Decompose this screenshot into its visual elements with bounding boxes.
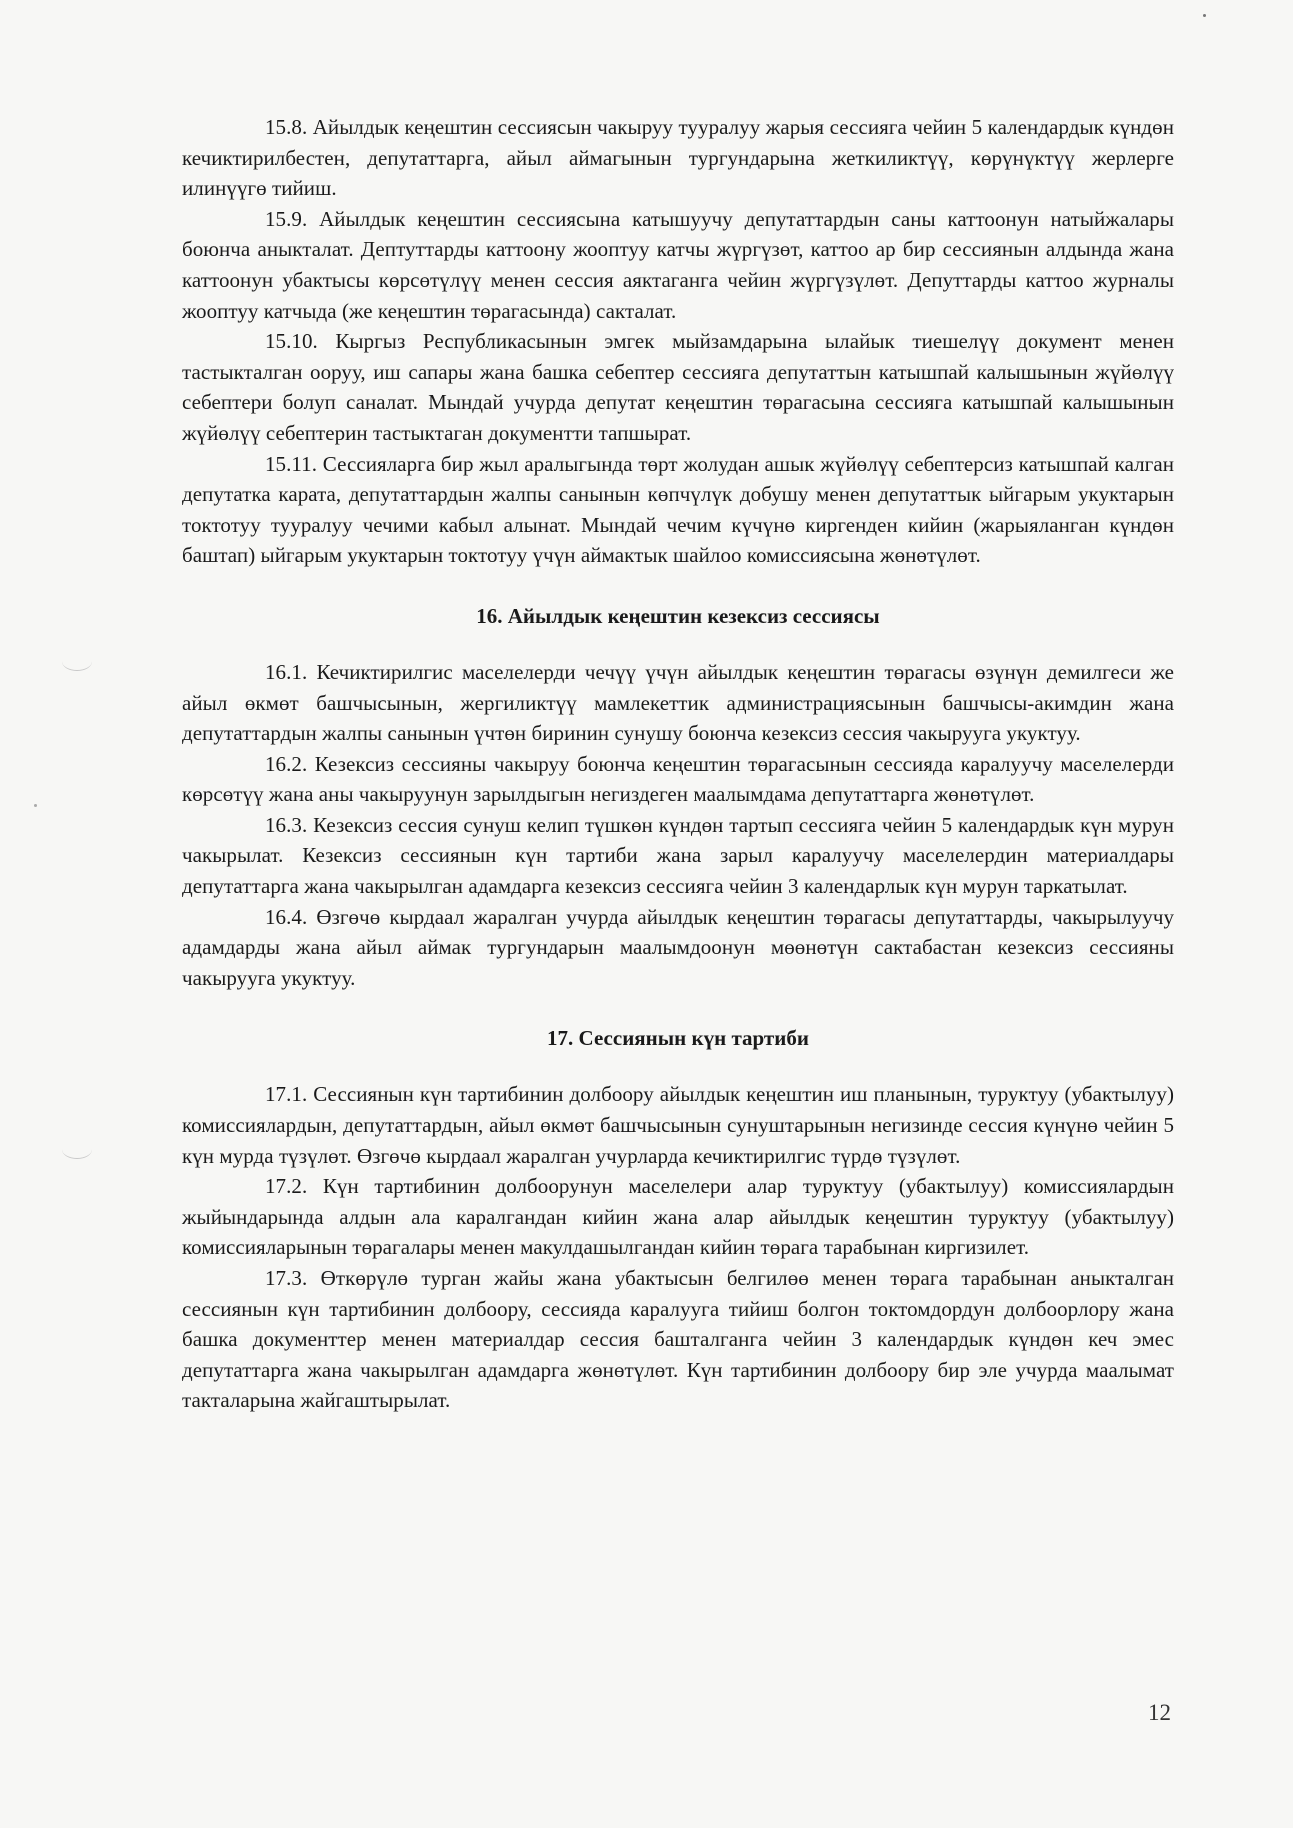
section-15: [182, 112, 1174, 571]
punch-hole-mark: [62, 1140, 92, 1159]
paragraph-17-3: 17.3. Өткөрүлө турган жайы жана убактысын белгилөө менен төрага тарабынан аныкталган сессиянын күн тартибинин долбоору, сессияда каралууга тийиш болгон токтомдордун долбоорлору жана башка документтер менен материалдар сессия башталганга чейин 3 календардык күндөн кеч эмес депутаттарга жана чакырылган адамдарга жөнөтүлөт. Күн тартибинин долбоору бир эле учурда маалымат такталарына жайгаштырылат.: [182, 1266, 1174, 1413]
paragraph-16-2: 16.2. Кезексиз сессияны чакыруу боюнча кеңештин төрагасынын сессияда каралуучу маселелерди көрсөтүү жана аны чакыруунун зарылдыгын негиздеген маалымдама депутаттарга жөнөтүлөт.: [182, 751, 1174, 807]
paragraph-17-1: 17.1. Сессиянын күн тартибинин долбоору айылдык кеңештин иш планынын, туруктуу (убактылуу) комиссиялардын, депутаттардын, айыл өкмөт башчысынын сунуштарынын негизинде сессия күнүнө чейин 5 күн мурда түзүлөт. Өзгөчө кырдаал жаралган учурларда кечиктирилгис түрдө түзүлөт.: [182, 1082, 1174, 1168]
scan-speck: [1203, 14, 1206, 17]
paragraph-16-4: 16.4. Өзгөчө кырдаал жаралган учурда айылдык кеңештин төрагасы депутаттарды, чакырылуучу адамдарды жана айыл аймак тургундарын маалымдоонун мөөнөтүн сактабастан кезексиз сессияны чакырууга укуктуу.: [182, 904, 1174, 990]
punch-hole-mark: [62, 652, 92, 671]
paragraph-15-11: 15.11. Сессияларга бир жыл аралыгында төрт жолудан ашык жүйөлүү себептерсиз катышпай калган депутатка карата, депутаттардын жалпы санынын көпчүлүк добушу менен депутаттык ыйгарым укуктарын токтотуу тууралуу чечими кабыл алынат. Мындай чечим күчүнө киргенден кийин (жарыяланган күндөн баштап) ыйгарым укуктарын токтотуу үчүн аймактык шайлоо комиссиясына жөнөтүлөт.: [182, 451, 1174, 568]
paragraph-15-10: 15.10. Кыргыз Республикасынын эмгек мыйзамдарына ылайык тиешелүү документ менен тастыкталган ооруу, иш сапары жана башка себептер сессияга депутаттын катышпай калышынын жүйөлүү себептери болуп саналат. Мындай учурда депутат кеңештин төрагасына сессияга катышпай калышынын жүйөлүү себептерин тастыктаган документти тапшырат.: [182, 329, 1174, 445]
paragraph-16-3: 16.3. Кезексиз сессия сунуш келип түшкөн күндөн тартып сессияга чейин 5 календардык күн мурун чакырылат. Кезексиз сессиянын күн тартиби жана зарыл каралуучу маселелердин материалдары депутаттарга жана чакырылган адамдарга кезексиз сессияга чейин 3 календарлык күн мурун таркатылат.: [182, 812, 1174, 899]
document-body: [182, 112, 1174, 1416]
section-heading-17: 17. Сессиянын күн тартиби: [547, 1026, 809, 1051]
scan-speck: [34, 804, 37, 807]
paragraph-16-1: 16.1. Кечиктирилгис маселелерди чечүү үчүн айылдык кеңештин төрагасы өзүнүн демилгеси же айыл өкмөт башчысынын, жергиликтүү мамлекеттик администрациясынын башчысы-акимдин жана депутаттардын жалпы санынын үчтөн биринин сунушу боюнча кезексиз сессия чакырууга укуктуу.: [182, 659, 1174, 746]
section-16: [182, 601, 1174, 994]
paragraph-17-2: 17.2. Күн тартибинин долбоорунун маселелери алар туруктуу (убактылуу) комиссиялардын жыйындарында алдын ала каралгандан кийин жана алар айылдык кеңештин туруктуу (убактылуу) комиссияларынын төрагалары менен макулдашылгандан кийин төрага тарабынан киргизилет.: [182, 1174, 1174, 1260]
section-heading-16: 16. Айылдык кеңештин кезексиз сессиясы: [476, 603, 880, 628]
paragraph-15-8: 15.8. Айылдык кеңештин сессиясын чакыруу тууралуу жарыя сессияга чейин 5 календардык күндөн кечиктирилбестен, депутаттарга, айыл аймагынын тургундарына жеткиликтүү, көрүнүктүү жерлерге илинүүгө тийиш.: [182, 115, 1174, 201]
paragraph-15-9: 15.9. Айылдык кеңештин сессиясына катышуучу депутаттардын саны каттоонун натыйжалары боюнча аныкталат. Дептуттарды каттоону жооптуу катчы жүргүзөт, каттоо ар бир сессиянын алдында жана каттоонун убактысы көрсөтүлүү менен сессия аяктаганга чейин жүргүзүлөт. Депуттарды каттоо журналы жооптуу катчыда (же кеңештин төрагасында) сакталат.: [182, 206, 1174, 323]
section-17: [182, 1023, 1174, 1416]
page-number: 12: [1148, 1700, 1171, 1725]
